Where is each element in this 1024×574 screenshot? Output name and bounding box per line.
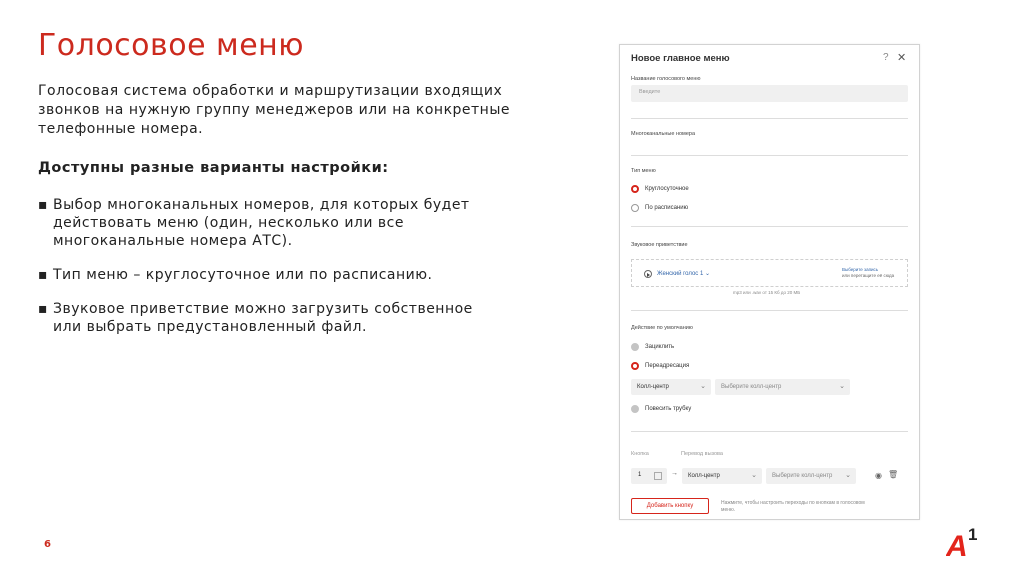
chevron-down-icon: ⌄	[839, 383, 845, 390]
menu-name-input[interactable]	[631, 85, 908, 102]
default-action-label: Действие по умолчанию	[631, 325, 693, 331]
bullet-icon: ▪	[38, 301, 48, 317]
choose-file-link[interactable]: Выберите запись	[842, 267, 879, 272]
button-column-label: Кнопка	[631, 451, 649, 457]
menu-name-label: Название голосового меню	[631, 76, 701, 82]
grid-icon	[654, 472, 662, 480]
transfer-target-select[interactable]	[766, 468, 856, 484]
select-value: Колл-центр	[637, 384, 669, 390]
add-button-note: Нажмите, чтобы настроить переходы по кнопкам в голосовом меню.	[721, 500, 865, 513]
radio-scheduled[interactable]	[631, 204, 639, 212]
button-number: 1	[638, 472, 642, 478]
help-icon[interactable]: ?	[883, 52, 889, 63]
eye-icon[interactable]: ◉	[875, 471, 882, 480]
list-item-text: Выбор многоканальных номеров, для которых будет действовать меню (один, несколько или все многоканальные номера АТС).	[53, 197, 470, 249]
list-item	[38, 300, 488, 336]
transfer-type-select[interactable]	[682, 468, 762, 484]
play-icon[interactable]	[644, 270, 652, 278]
list-item-text: Тип меню – круглосуточное или по расписанию.	[53, 267, 433, 283]
radio-redirect[interactable]	[631, 362, 639, 370]
greeting-label: Звуковое приветствие	[631, 242, 688, 248]
drag-hint: или перетащите её сюда	[842, 273, 895, 278]
transfer-column-label: Перевод вызова	[681, 451, 723, 457]
divider	[631, 310, 908, 311]
logo-letter: A	[946, 530, 968, 558]
intro-text: Голосовая система обработки и маршрутизации входящих звонков на нужную группу менеджеров или на конкретные телефонные номера.	[38, 83, 510, 137]
slide-page-number: 6	[44, 539, 51, 550]
select-placeholder: Выберите колл-центр	[772, 473, 833, 479]
bullet-icon: ▪	[38, 197, 48, 213]
radio-round-the-clock[interactable]	[631, 185, 639, 193]
list-item	[38, 196, 488, 250]
greeting-dropzone[interactable]	[631, 259, 908, 287]
select-placeholder: Выберите колл-центр	[721, 384, 782, 390]
select-value: Колл-центр	[688, 473, 720, 479]
radio-label: По расписанию	[645, 205, 689, 211]
trash-icon[interactable]: 🗑	[888, 470, 899, 479]
add-button-button[interactable]: Добавить кнопку	[631, 498, 709, 514]
logo-superscript: 1	[968, 525, 978, 544]
chevron-down-icon: ⌄	[700, 383, 706, 390]
callcenter-select[interactable]	[715, 379, 850, 395]
list-item	[38, 266, 488, 284]
file-format-hint: mp3 или .wav от 15 Кб до 20 МБ	[733, 290, 801, 295]
radio-label: Круглосуточное	[645, 186, 689, 192]
arrow-right-icon: →	[671, 470, 678, 477]
a1-logo	[946, 524, 980, 558]
radio-label: Переадресация	[645, 363, 690, 369]
settings-subheading: Доступны разные варианты настройки:	[38, 160, 389, 176]
radio-loop[interactable]	[631, 343, 639, 351]
slide-title: Голосовое меню	[38, 28, 305, 63]
button-number-field[interactable]	[631, 468, 667, 484]
divider	[631, 226, 908, 227]
close-icon[interactable]: ✕	[897, 52, 907, 64]
radio-hang-up[interactable]	[631, 405, 639, 413]
new-menu-dialog	[619, 44, 920, 520]
divider	[631, 118, 908, 119]
bullet-icon: ▪	[38, 267, 48, 283]
menu-name-placeholder: Введите	[639, 89, 661, 95]
list-item-text: Звуковое приветствие можно загрузить собственное или выбрать предустановленный файл.	[53, 301, 473, 335]
dialog-title: Новое главное меню	[631, 53, 730, 64]
chevron-down-icon: ⌄	[845, 472, 851, 479]
feature-list	[38, 196, 488, 352]
numbers-label: Многоканальные номера	[631, 131, 696, 137]
menu-type-label: Тип меню	[631, 168, 656, 174]
voice-select[interactable]: Женский голос 1 ⌄	[657, 271, 710, 277]
radio-label: Зациклить	[645, 344, 675, 350]
redirect-type-select[interactable]	[631, 379, 711, 395]
radio-label: Повесить трубку	[645, 406, 692, 412]
numbers-field[interactable]	[631, 155, 908, 156]
divider	[631, 431, 908, 432]
chevron-down-icon: ⌄	[751, 472, 757, 479]
